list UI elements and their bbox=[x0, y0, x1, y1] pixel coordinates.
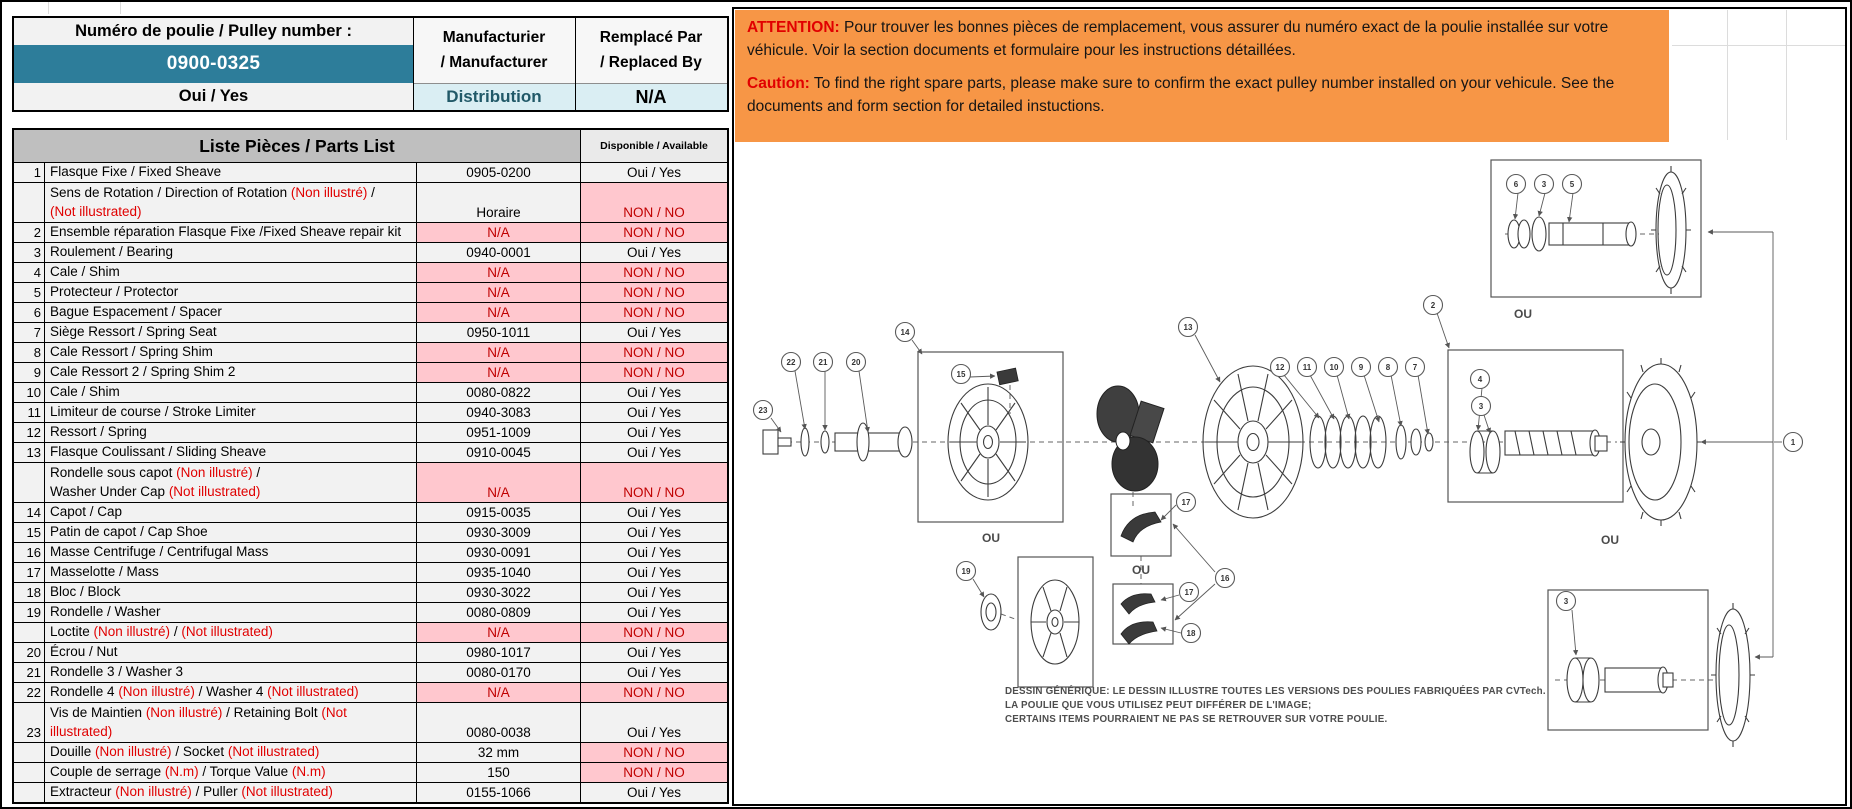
parts-row bbox=[14, 242, 727, 262]
availability-cell: NON / NO bbox=[581, 363, 727, 382]
part-number-cell: N/A bbox=[417, 343, 581, 362]
caption-line-2: LA POULIE QUE VOUS UTILISEZ PEUT DIFFÉRER DE L'IMAGE; bbox=[1005, 700, 1312, 711]
gridline bbox=[48, 2, 49, 14]
part-number-cell: 0935-1040 bbox=[417, 563, 581, 582]
item-description-cell: Cale / Shim bbox=[45, 263, 417, 282]
item-description-cell: Flasque Fixe / Fixed Sheave bbox=[45, 163, 417, 182]
item-description-cell: Rondelle 3 / Washer 3 bbox=[45, 663, 417, 682]
item-number-cell: 14 bbox=[14, 503, 45, 522]
item-description-cell: Rondelle 4 (Non illustré) / Washer 4 (Not illustrated) bbox=[45, 683, 417, 702]
availability-cell: Oui / Yes bbox=[626, 725, 682, 740]
cap-v2-and-mass-boxes-drawing bbox=[981, 494, 1173, 687]
svg-text:3: 3 bbox=[1563, 596, 1569, 606]
callout-18 bbox=[1182, 624, 1201, 643]
callout-3 bbox=[1535, 175, 1554, 194]
item-description-cell: Écrou / Nut bbox=[45, 643, 417, 662]
manufacturer-label-fr: Manufacturier bbox=[442, 29, 546, 47]
callout-15 bbox=[952, 365, 971, 384]
item-description-cell: Patin de capot / Cap Shoe bbox=[45, 523, 417, 542]
availability-cell: Oui / Yes bbox=[626, 785, 682, 800]
item-number-cell: 9 bbox=[14, 363, 45, 382]
item-number-cell bbox=[14, 743, 45, 762]
availability-cell: Oui / Yes bbox=[626, 525, 682, 540]
attention-label-en: Caution: bbox=[747, 74, 810, 92]
caption-line-3: CERTAINS ITEMS POURRAIENT NE PAS SE RETROUVER SUR VOTRE POULIE. bbox=[1005, 714, 1388, 725]
part-number-cell: 0980-1017 bbox=[417, 643, 581, 662]
parts-row bbox=[14, 682, 727, 702]
manufacturer-header-cell bbox=[413, 18, 575, 83]
item-description-cell: Protecteur / Protector bbox=[45, 283, 417, 302]
replaced-by-value: N/A bbox=[575, 83, 727, 110]
attention-text-fr: Pour trouver les bonnes pièces de remplacement, vous assurer du numéro exact de la poulie installée sur votre véhicule. Voir la section documents et formulaire pour les instructions détaillées. bbox=[747, 19, 1609, 60]
part-number-cell: N/A bbox=[417, 283, 581, 302]
parts-row bbox=[14, 302, 727, 322]
part-number-cell: N/A bbox=[417, 223, 581, 242]
availability-cell: Oui / Yes bbox=[626, 405, 682, 420]
part-number-cell: N/A bbox=[417, 263, 581, 282]
manufacturer-value: Distribution bbox=[413, 83, 575, 110]
part-number-cell: 150 bbox=[417, 763, 581, 782]
item-number-cell: 17 bbox=[14, 563, 45, 582]
parts-row bbox=[14, 742, 727, 762]
item-number-cell: 11 bbox=[14, 403, 45, 422]
item-number-cell: 18 bbox=[14, 583, 45, 602]
pulley-number-label: Numéro de poulie / Pulley number : bbox=[75, 22, 352, 40]
callout-21 bbox=[814, 353, 833, 372]
availability-cell: NON / NO bbox=[581, 303, 727, 322]
pulley-diagram bbox=[733, 142, 1847, 809]
replaced-by-label-en: / Replaced By bbox=[600, 53, 702, 71]
availability-cell: NON / NO bbox=[581, 623, 727, 642]
sliding-sheave-drawing bbox=[1203, 366, 1303, 518]
svg-text:10: 10 bbox=[1329, 362, 1339, 372]
item-number-cell: 5 bbox=[14, 283, 45, 302]
part-number-cell: 0950-1011 bbox=[417, 323, 581, 342]
callout-23 bbox=[754, 401, 773, 420]
part-number-cell: Horaire bbox=[417, 183, 581, 222]
callout-19 bbox=[957, 562, 976, 581]
parts-row bbox=[14, 582, 727, 602]
item-description-cell: Capot / Cap bbox=[45, 503, 417, 522]
part-number-cell: 0940-0001 bbox=[417, 243, 581, 262]
p﻿ulley-header-table bbox=[12, 16, 729, 112]
availability-cell: Oui / Yes bbox=[626, 665, 682, 680]
part-number-cell: 0080-0822 bbox=[417, 383, 581, 402]
or-label: OU bbox=[1601, 533, 1619, 547]
parts-row bbox=[14, 502, 727, 522]
availability-cell: Oui / Yes bbox=[626, 325, 682, 340]
item-number-cell: 21 bbox=[14, 663, 45, 682]
parts-row bbox=[14, 542, 727, 562]
item-description-cell: Masselotte / Mass bbox=[45, 563, 417, 582]
availability-cell: NON / NO bbox=[581, 343, 727, 362]
svg-text:22: 22 bbox=[786, 357, 796, 367]
item-number-cell: 2 bbox=[14, 223, 45, 242]
item-description-cell: Masse Centrifuge / Centrifugal Mass bbox=[45, 543, 417, 562]
item-number-cell: 4 bbox=[14, 263, 45, 282]
fixed-sheave-mid-drawing bbox=[1620, 358, 1702, 526]
parts-row bbox=[14, 282, 727, 302]
availability-cell: Oui / Yes bbox=[626, 585, 682, 600]
callout-1 bbox=[1784, 433, 1803, 452]
callout-3 bbox=[1472, 397, 1491, 416]
part-number-cell: N/A bbox=[417, 463, 581, 502]
item-number-cell: 15 bbox=[14, 523, 45, 542]
part-number-cell: N/A bbox=[417, 363, 581, 382]
pulley-available-value: Oui / Yes bbox=[178, 87, 249, 105]
part-number-cell: 0080-0170 bbox=[417, 663, 581, 682]
callout-12 bbox=[1271, 358, 1290, 377]
svg-text:18: 18 bbox=[1186, 628, 1196, 638]
svg-text:17: 17 bbox=[1181, 497, 1191, 507]
availability-cell: NON / NO bbox=[581, 683, 727, 702]
fixed-sheave-bottom-box-drawing bbox=[1548, 590, 1755, 747]
item-number-cell: 1 bbox=[14, 163, 45, 182]
parts-row bbox=[14, 522, 727, 542]
availability-cell: Oui / Yes bbox=[626, 545, 682, 560]
item-description-cell: Bague Espacement / Spacer bbox=[45, 303, 417, 322]
svg-text:4: 4 bbox=[1477, 374, 1483, 384]
availability-cell: NON / NO bbox=[581, 463, 727, 502]
part-number-cell: 32 mm bbox=[417, 743, 581, 762]
part-number-cell: 0080-0038 bbox=[417, 703, 581, 742]
part-number-cell: N/A bbox=[417, 623, 581, 642]
parts-row bbox=[14, 422, 727, 442]
or-label: OU bbox=[1132, 563, 1150, 577]
part-number-cell: N/A bbox=[417, 303, 581, 322]
parts-row bbox=[14, 262, 727, 282]
item-description-cell: Rondelle / Washer bbox=[45, 603, 417, 622]
item-number-cell: 16 bbox=[14, 543, 45, 562]
bolt-washers-shaft-drawing bbox=[763, 423, 912, 461]
svg-text:23: 23 bbox=[758, 405, 768, 415]
item-description-cell: Flasque Coulissant / Sliding Sheave bbox=[45, 443, 417, 462]
part-number-cell: 0930-3009 bbox=[417, 523, 581, 542]
parts-row bbox=[14, 702, 727, 742]
item-description-cell: Loctite (Non illustré) / (Not illustrated) bbox=[45, 623, 417, 642]
callout-8 bbox=[1379, 358, 1398, 377]
item-number-cell: 20 bbox=[14, 643, 45, 662]
callout-7 bbox=[1406, 358, 1425, 377]
availability-cell: NON / NO bbox=[581, 283, 727, 302]
item-description-cell: Douille (Non illustré) / Socket (Not illustrated) bbox=[45, 743, 417, 762]
part-number-cell: 0155-1066 bbox=[417, 783, 581, 802]
callout-13 bbox=[1179, 318, 1198, 337]
availability-cell: Oui / Yes bbox=[626, 385, 682, 400]
availability-cell: NON / NO bbox=[581, 263, 727, 282]
part-number-cell: N/A bbox=[417, 683, 581, 702]
item-number-cell: 6 bbox=[14, 303, 45, 322]
svg-text:3: 3 bbox=[1478, 401, 1484, 411]
item-number-cell bbox=[14, 463, 45, 502]
part-number-cell: 0915-0035 bbox=[417, 503, 581, 522]
replaced-by-label-fr: Remplacé Par bbox=[599, 29, 703, 47]
parts-row bbox=[14, 602, 727, 622]
item-description-cell: Extracteur (Non illustré) / Puller (Not illustrated) bbox=[45, 783, 417, 802]
pulley-exploded-diagram bbox=[733, 142, 1847, 804]
availability-cell: Oui / Yes bbox=[626, 425, 682, 440]
callout-10 bbox=[1325, 358, 1344, 377]
part-number-cell: 0930-0091 bbox=[417, 543, 581, 562]
manufacturer-label-en: / Manufacturer bbox=[440, 53, 548, 71]
part-number-cell: 0940-3083 bbox=[417, 403, 581, 422]
item-number-cell: 22 bbox=[14, 683, 45, 702]
callout-22 bbox=[782, 353, 801, 372]
item-description-cell: Sens de Rotation / Direction of Rotation (Non illustré) / (Not illustrated) bbox=[45, 183, 417, 222]
callout-17 bbox=[1180, 583, 1199, 602]
attention-paragraph-fr bbox=[747, 16, 1657, 63]
parts-row bbox=[14, 762, 727, 782]
item-description-cell: Limiteur de course / Stroke Limiter bbox=[45, 403, 417, 422]
svg-text:5: 5 bbox=[1569, 179, 1575, 189]
attention-box bbox=[735, 10, 1669, 142]
item-description-cell: Cale / Shim bbox=[45, 383, 417, 402]
item-description-cell: Ressort / Spring bbox=[45, 423, 417, 442]
item-description-cell: Siège Ressort / Spring Seat bbox=[45, 323, 417, 342]
svg-text:21: 21 bbox=[818, 357, 828, 367]
availability-cell: Oui / Yes bbox=[626, 565, 682, 580]
column-divider bbox=[575, 18, 576, 110]
svg-text:1: 1 bbox=[1790, 437, 1796, 447]
caption-line-1: DESSIN GÉNÉRIQUE: LE DESSIN ILLUSTRE TOUTES LES VERSIONS DES POULIES FABRIQUÉES PAR CVTech. bbox=[1005, 686, 1546, 697]
availability-cell: Oui / Yes bbox=[626, 245, 682, 260]
parts-row bbox=[14, 662, 727, 682]
item-number-cell: 12 bbox=[14, 423, 45, 442]
availability-cell: Oui / Yes bbox=[626, 605, 682, 620]
item-number-cell: 23 bbox=[14, 703, 45, 742]
item-number-cell bbox=[14, 763, 45, 782]
availability-cell: Oui / Yes bbox=[626, 445, 682, 460]
availability-cell: NON / NO bbox=[581, 763, 727, 782]
replaced-by-header-cell bbox=[575, 18, 727, 83]
svg-text:7: 7 bbox=[1412, 362, 1418, 372]
cap-box-drawing bbox=[918, 352, 1063, 522]
item-number-cell bbox=[14, 783, 45, 802]
callout-5 bbox=[1563, 175, 1582, 194]
svg-text:16: 16 bbox=[1220, 573, 1230, 583]
callout-9 bbox=[1352, 358, 1371, 377]
svg-text:17: 17 bbox=[1184, 587, 1194, 597]
item-number-cell: 10 bbox=[14, 383, 45, 402]
parts-list-header-row bbox=[14, 130, 727, 162]
callout-6 bbox=[1507, 175, 1526, 194]
availability-cell: Oui / Yes bbox=[626, 645, 682, 660]
parts-list-title: Liste Pièces / Parts List bbox=[14, 130, 581, 162]
availability-cell: Oui / Yes bbox=[626, 165, 682, 180]
svg-text:8: 8 bbox=[1385, 362, 1391, 372]
parts-row bbox=[14, 562, 727, 582]
diagram-caption bbox=[1005, 685, 1546, 725]
parts-list-body bbox=[14, 162, 727, 802]
svg-text:2: 2 bbox=[1430, 300, 1436, 310]
item-description-cell: Ensemble réparation Flasque Fixe /Fixed Sheave repair kit bbox=[45, 223, 417, 242]
svg-text:12: 12 bbox=[1275, 362, 1285, 372]
parts-row bbox=[14, 462, 727, 502]
attention-label-fr: ATTENTION: bbox=[747, 19, 840, 36]
item-number-cell: 7 bbox=[14, 323, 45, 342]
item-description-cell: Cale Ressort 2 / Spring Shim 2 bbox=[45, 363, 417, 382]
item-number-cell: 13 bbox=[14, 443, 45, 462]
item-number-cell bbox=[14, 623, 45, 642]
part-number-cell: 0951-1009 bbox=[417, 423, 581, 442]
attention-text-en: To find the right spare parts, please make sure to confirm the exact pulley number installed on your vehicule. See the documents and form section for detailed instuctions. bbox=[747, 74, 1615, 115]
item-description-cell: Roulement / Bearing bbox=[45, 243, 417, 262]
svg-text:15: 15 bbox=[956, 369, 966, 379]
mass-assembly-drawing bbox=[1097, 386, 1164, 491]
item-number-cell: 8 bbox=[14, 343, 45, 362]
svg-text:6: 6 bbox=[1513, 179, 1519, 189]
part-number-cell: 0905-0200 bbox=[417, 163, 581, 182]
parts-row bbox=[14, 342, 727, 362]
item-description-cell: Rondelle sous capot (Non illustré) / Washer Under Cap (Not illustrated) bbox=[45, 463, 417, 502]
availability-cell: NON / NO bbox=[581, 743, 727, 762]
part-number-cell: 0080-0809 bbox=[417, 603, 581, 622]
svg-text:20: 20 bbox=[851, 357, 861, 367]
item-description-cell: Vis de Maintien (Non illustré) / Retaining Bolt (Not illustrated) bbox=[45, 703, 417, 742]
parts-list-table bbox=[12, 128, 729, 804]
part-number-cell: 0930-3022 bbox=[417, 583, 581, 602]
svg-text:3: 3 bbox=[1541, 179, 1547, 189]
or-label: OU bbox=[982, 531, 1000, 545]
attention-paragraph-en bbox=[747, 72, 1657, 119]
svg-text:11: 11 bbox=[1302, 362, 1312, 372]
cap-shoe-part bbox=[997, 368, 1018, 385]
parts-row bbox=[14, 622, 727, 642]
callout-3 bbox=[1557, 592, 1576, 611]
callout-20 bbox=[847, 353, 866, 372]
callout-4 bbox=[1471, 370, 1490, 389]
item-number-cell: 19 bbox=[14, 603, 45, 622]
parts-row bbox=[14, 362, 727, 382]
or-label: OU bbox=[1514, 307, 1532, 321]
available-column-header: Disponible / Available bbox=[581, 130, 727, 162]
callout-11 bbox=[1298, 358, 1317, 377]
availability-cell: NON / NO bbox=[581, 183, 727, 222]
column-divider bbox=[413, 18, 414, 110]
parts-row bbox=[14, 782, 727, 802]
availability-cell: Oui / Yes bbox=[626, 505, 682, 520]
svg-text:14: 14 bbox=[900, 327, 910, 337]
pulley-number-value: 0900-0325 bbox=[14, 45, 413, 83]
item-number-cell: 3 bbox=[14, 243, 45, 262]
callout-14 bbox=[896, 323, 915, 342]
svg-text:13: 13 bbox=[1183, 322, 1193, 332]
parts-row bbox=[14, 382, 727, 402]
parts-row bbox=[14, 322, 727, 342]
parts-row bbox=[14, 182, 727, 222]
gridline bbox=[120, 2, 121, 14]
callout-2 bbox=[1424, 296, 1443, 315]
callout-16 bbox=[1216, 569, 1235, 588]
callout-17 bbox=[1177, 493, 1196, 512]
callout-numbers bbox=[754, 175, 1803, 643]
svg-text:19: 19 bbox=[961, 566, 971, 576]
version-bracket bbox=[1701, 232, 1773, 657]
availability-cell: NON / NO bbox=[581, 223, 727, 242]
parts-row bbox=[14, 162, 727, 182]
item-number-cell bbox=[14, 183, 45, 222]
parts-row bbox=[14, 222, 727, 242]
item-description-cell: Cale Ressort / Spring Shim bbox=[45, 343, 417, 362]
parts-row bbox=[14, 642, 727, 662]
item-description-cell: Couple de serrage (N.m) / Torque Value (N.m) bbox=[45, 763, 417, 782]
parts-row bbox=[14, 402, 727, 422]
svg-text:9: 9 bbox=[1358, 362, 1364, 372]
parts-row bbox=[14, 442, 727, 462]
item-description-cell: Bloc / Block bbox=[45, 583, 417, 602]
part-number-cell: 0910-0045 bbox=[417, 443, 581, 462]
